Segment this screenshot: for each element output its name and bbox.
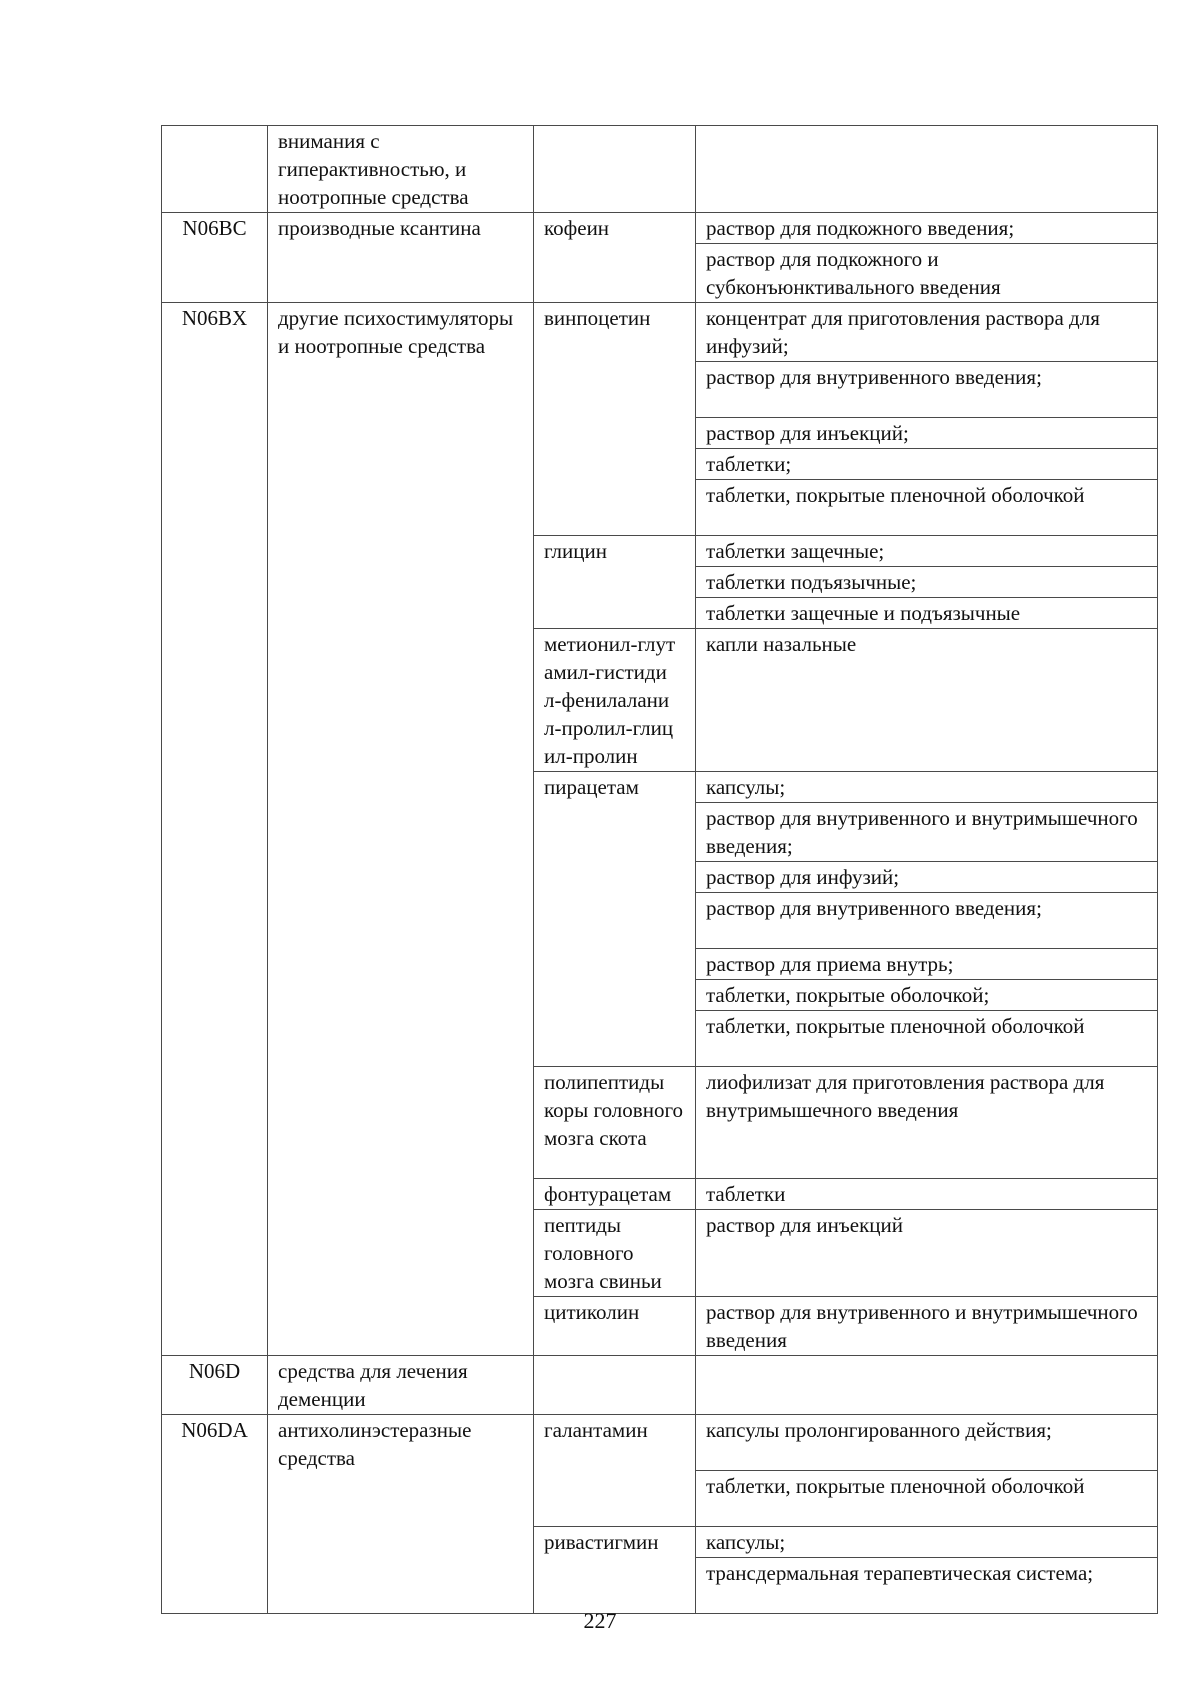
dosage-form-cell: раствор для приема внутрь; [696, 949, 1158, 980]
drug-name-cell: метионил-глут амил-гистиди л-фенилалани л-пролил-глиц ил-пролин [534, 629, 696, 772]
group-name-cell: внимания с гиперактивностью, и ноотропные средства [268, 126, 534, 213]
dosage-form-cell: трансдермальная терапевтическая система; [696, 1558, 1158, 1614]
group-name-cell: производные ксантина [268, 213, 534, 303]
dosage-form-cell: раствор для внутривенного введения; [696, 362, 1158, 418]
drug-name-cell: ривастигмин [534, 1527, 696, 1614]
dosage-form-cell: таблетки, покрытые пленочной оболочкой [696, 1011, 1158, 1067]
dosage-form-cell [696, 126, 1158, 213]
dosage-form-cell: раствор для внутривенного введения; [696, 893, 1158, 949]
drug-name-cell: пирацетам [534, 772, 696, 1067]
dosage-form-cell: капсулы; [696, 772, 1158, 803]
atc-code-cell: N06BC [162, 213, 268, 303]
dosage-form-cell: раствор для подкожного и субконъюнктивального введения [696, 244, 1158, 303]
dosage-form-cell: таблетки, покрытые пленочной оболочкой [696, 480, 1158, 536]
drug-name-cell: пептиды головного мозга свиньи [534, 1210, 696, 1297]
table-row [162, 126, 1158, 213]
drug-name-cell [534, 1356, 696, 1415]
drug-name-cell: галантамин [534, 1415, 696, 1527]
page-number: 227 [583, 1608, 617, 1633]
drug-name-cell: глицин [534, 536, 696, 629]
drug-name-cell [534, 126, 696, 213]
atc-code-cell: N06BX [162, 303, 268, 1356]
dosage-form-cell: таблетки подъязычные; [696, 567, 1158, 598]
drug-name-cell: полипептиды коры головного мозга скота [534, 1067, 696, 1179]
dosage-form-cell: таблетки защечные; [696, 536, 1158, 567]
dosage-form-cell: раствор для подкожного введения; [696, 213, 1158, 244]
group-name-cell: другие психостимуляторы и ноотропные средства [268, 303, 534, 1356]
dosage-form-cell: таблетки защечные и подъязычные [696, 598, 1158, 629]
dosage-form-cell: раствор для инъекций [696, 1210, 1158, 1297]
table-row [162, 1415, 1158, 1471]
drug-name-cell: кофеин [534, 213, 696, 303]
dosage-form-cell: раствор для инфузий; [696, 862, 1158, 893]
group-name-cell: антихолинэстеразные средства [268, 1415, 534, 1614]
dosage-form-cell: таблетки [696, 1179, 1158, 1210]
dosage-form-cell: концентрат для приготовления раствора для инфузий; [696, 303, 1158, 362]
drug-name-cell: фонтурацетам [534, 1179, 696, 1210]
table-row [162, 213, 1158, 244]
dosage-form-cell: капсулы; [696, 1527, 1158, 1558]
dosage-form-cell: таблетки, покрытые пленочной оболочкой [696, 1471, 1158, 1527]
atc-code-cell: N06DA [162, 1415, 268, 1614]
dosage-form-cell: раствор для инъекций; [696, 418, 1158, 449]
drug-name-cell: цитиколин [534, 1297, 696, 1356]
dosage-form-cell: раствор для внутривенного и внутримышечного введения; [696, 803, 1158, 862]
dosage-form-cell: лиофилизат для приготовления раствора для внутримышечного введения [696, 1067, 1158, 1179]
group-name-cell: средства для лечения деменции [268, 1356, 534, 1415]
dosage-form-cell: таблетки; [696, 449, 1158, 480]
dosage-form-cell: раствор для внутривенного и внутримышечного введения [696, 1297, 1158, 1356]
atc-code-cell [162, 126, 268, 213]
dosage-form-cell [696, 1356, 1158, 1415]
dosage-form-cell: таблетки, покрытые оболочкой; [696, 980, 1158, 1011]
table-row [162, 1356, 1158, 1415]
drug-name-cell: винпоцетин [534, 303, 696, 536]
medication-table [161, 125, 1158, 1614]
table-row [162, 303, 1158, 362]
dosage-form-cell: капли назальные [696, 629, 1158, 772]
atc-code-cell: N06D [162, 1356, 268, 1415]
dosage-form-cell: капсулы пролонгированного действия; [696, 1415, 1158, 1471]
